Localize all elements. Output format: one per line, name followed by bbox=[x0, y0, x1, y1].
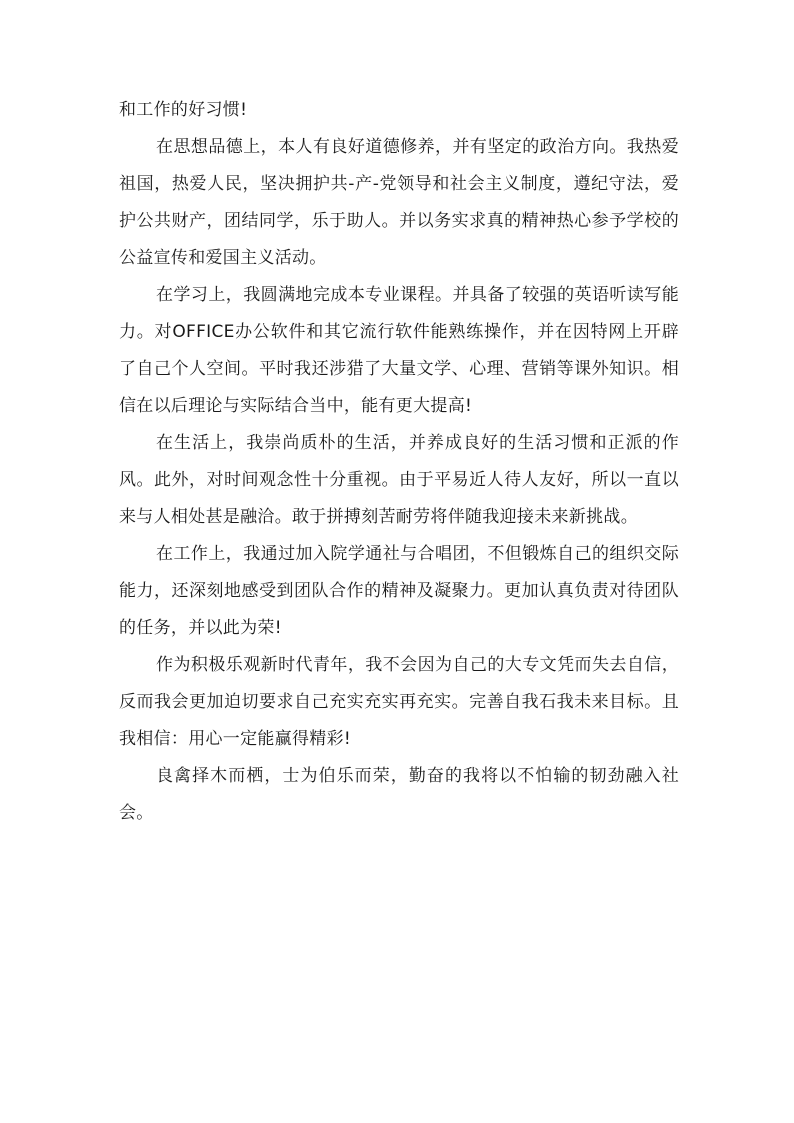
document-body bbox=[119, 92, 679, 832]
paragraph-life: 在生活上，我崇尚质朴的生活，并养成良好的生活习惯和正派的作风。此外，对时间观念性十分重视。由于平易近人待人友好，所以一直以来与人相处甚是融洽。敢于拼搏刻苦耐劳将伴随我迎接未来新挑战。 bbox=[119, 433, 679, 527]
paragraph-closing: 良禽择木而栖，士为伯乐而荣，勤奋的我将以不怕输的韧劲融入社会。 bbox=[119, 766, 679, 823]
paragraph-habit-continuation: 和工作的好习惯! bbox=[119, 100, 248, 120]
paragraph-ideology: 在思想品德上，本人有良好道德修养，并有坚定的政治方向。我热爱祖国，热爱人民，坚决拥护共-产-党领导和社会主义制度，遵纪守法，爱护公共财产，团结同学，乐于助人。并以务实求真的精神热心参予学校的公益宣传和爱国主义活动。 bbox=[119, 137, 679, 268]
paragraph-outlook: 作为积极乐观新时代青年，我不会因为自己的大专文凭而失去自信，反而我会更加迫切要求自己充实充实再充实。完善自我石我未来目标。且我相信：用心一定能赢得精彩! bbox=[119, 655, 679, 749]
paragraph-work: 在工作上，我通过加入院学通社与合唱团，不但锻炼自己的组织交际能力，还深刻地感受到团队合作的精神及凝聚力。更加认真负责对待团队的任务，并以此为荣! bbox=[119, 544, 679, 638]
paragraph-study: 在学习上，我圆满地完成本专业课程。并具备了较强的英语听读写能力。对OFFICE办公软件和其它流行软件能熟练操作，并在因特网上开辟了自己个人空间。平时我还涉猎了大量文学、心理、营销等课外知识。相信在以后理论与实际结合当中，能有更大提高! bbox=[119, 285, 679, 416]
